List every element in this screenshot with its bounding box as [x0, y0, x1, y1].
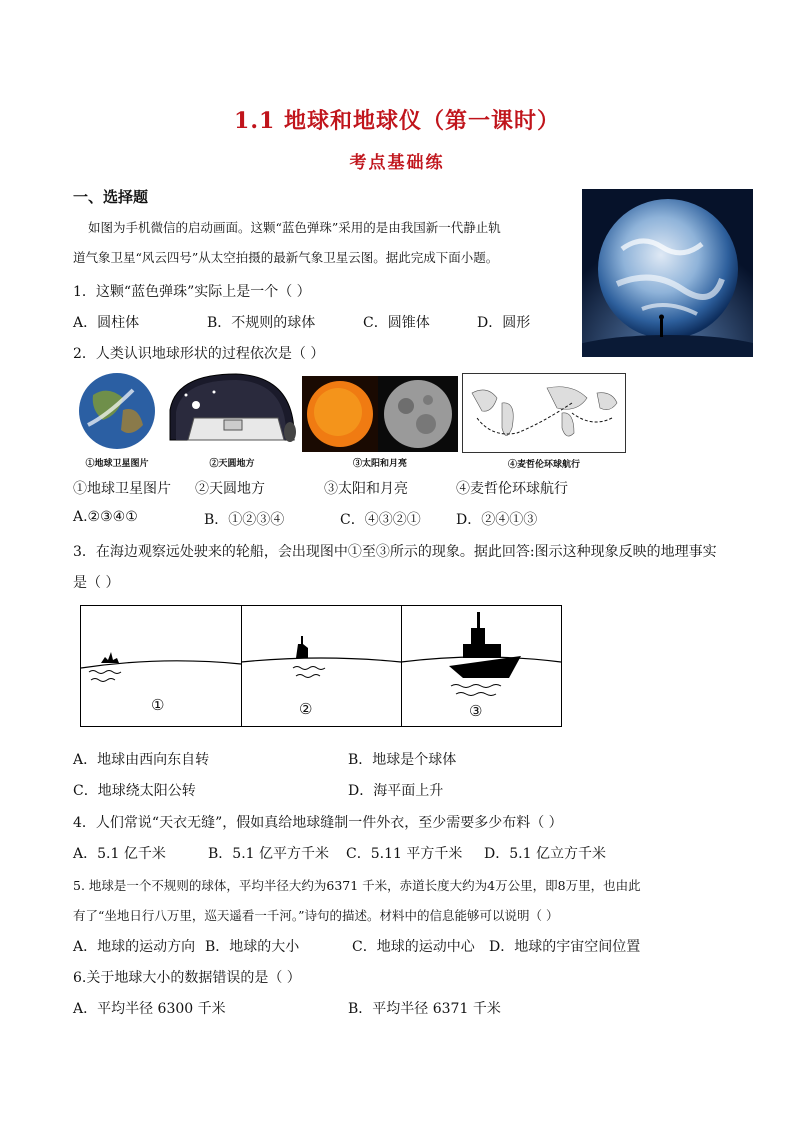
ship-panel-3	[401, 606, 561, 726]
q2-option-a: A.②③④①	[73, 509, 138, 525]
q3-option-b: B．地球是个球体	[348, 752, 457, 768]
q6-option-b: B．平均半径 6371 千米	[348, 1001, 501, 1017]
q5-option-b: B．地球的大小	[205, 939, 300, 955]
q4-option-d: D．5.1 亿立方千米	[484, 846, 606, 862]
q1-option-a: A．圆柱体	[73, 315, 140, 331]
q1-option-b: B．不规则的球体	[207, 315, 316, 331]
sun-and-moon-image	[302, 376, 458, 469]
ship-horizon-figure	[80, 605, 562, 727]
q6-option-a: A．平均半径 6300 千米	[73, 1001, 226, 1017]
panel-label-1: ①	[151, 696, 165, 714]
round-sky-square-earth-image	[166, 370, 298, 469]
intro-line-2: 道气象卫星“风云四号”从太空拍摄的最新气象卫星云图。据此完成下面小题。	[73, 250, 499, 265]
q5-option-c: C．地球的运动中心	[352, 939, 475, 955]
q4-option-c: C．5.11 平方千米	[346, 846, 463, 862]
page-subtitle: 考点基础练	[349, 153, 445, 173]
intro-line-1: 如图为手机微信的启动画面。这颗“蓝色弹珠”采用的是由我国新一代静止轨	[88, 220, 501, 235]
q3-stem-line-2: 是（ ）	[73, 575, 120, 591]
ship-panel-1	[81, 606, 242, 726]
panel-label-3: ③	[469, 702, 483, 720]
q1-option-d: D．圆形	[477, 315, 531, 331]
q2-caption-4: ④麦哲伦环球航行	[507, 460, 580, 470]
page-title: 1.1 地球和地球仪（第一课时）	[234, 108, 560, 134]
q2-option-d: D．②④①③	[456, 512, 538, 528]
q2-stem: 2．人类认识地球形状的过程依次是（ ）	[73, 346, 325, 362]
magellan-voyage-map-image	[462, 373, 626, 470]
q5-option-a: A．地球的运动方向	[73, 939, 196, 955]
q2-caption-1: ①地球卫星图片	[85, 459, 149, 469]
q4-option-b: B．5.1 亿平方千米	[208, 846, 330, 862]
q2-caption-3: ③太阳和月亮	[352, 459, 407, 469]
q3-option-c: C．地球绕太阳公转	[73, 783, 196, 799]
panel-label-2: ②	[299, 700, 313, 718]
q5-stem-line-2: 有了“坐地日行八万里，巡天遥看一千河。”诗句的描述。材料中的信息能够可以说明（ ）	[73, 908, 559, 923]
earth-startup-image	[582, 189, 753, 357]
q3-option-d: D．海平面上升	[348, 783, 444, 799]
q2-option-c: C．④③②①	[340, 512, 421, 528]
q6-stem: 6.关于地球大小的数据错误的是（ ）	[73, 970, 301, 986]
q2-item-1: ①地球卫星图片	[73, 481, 171, 497]
q2-item-2: ②天圆地方	[195, 481, 265, 497]
q1-stem: 1．这颗“蓝色弹珠”实际上是一个（ ）	[73, 284, 311, 300]
q4-stem: 4．人们常说“天衣无缝”，假如真给地球缝制一件外衣，至少需要多少布料（ ）	[73, 815, 563, 831]
section-heading: 一、选择题	[73, 188, 149, 206]
q2-option-b: B．①②③④	[204, 512, 285, 528]
q3-option-a: A．地球由西向东自转	[73, 752, 210, 768]
q2-item-4: ④麦哲伦环球航行	[456, 481, 568, 497]
satellite-earth-image	[73, 370, 161, 469]
q4-option-a: A．5.1 亿千米	[73, 846, 166, 862]
q2-item-3: ③太阳和月亮	[324, 481, 408, 497]
q5-stem-line-1: 5. 地球是一个不规则的球体，平均半径大约为6371 千米，赤道长度大约为4万公里，即8万里，也由此	[73, 878, 641, 893]
q5-option-d: D．地球的宇宙空间位置	[489, 939, 641, 955]
q3-stem-line-1: 3．在海边观察远处驶来的轮船，会出现图中①至③所示的现象。据此回答:图示这种现象反映的地理事实	[73, 544, 717, 560]
q2-caption-2: ②天圆地方	[209, 459, 255, 469]
ship-panel-2	[241, 606, 402, 726]
q1-option-c: C．圆锥体	[363, 315, 430, 331]
